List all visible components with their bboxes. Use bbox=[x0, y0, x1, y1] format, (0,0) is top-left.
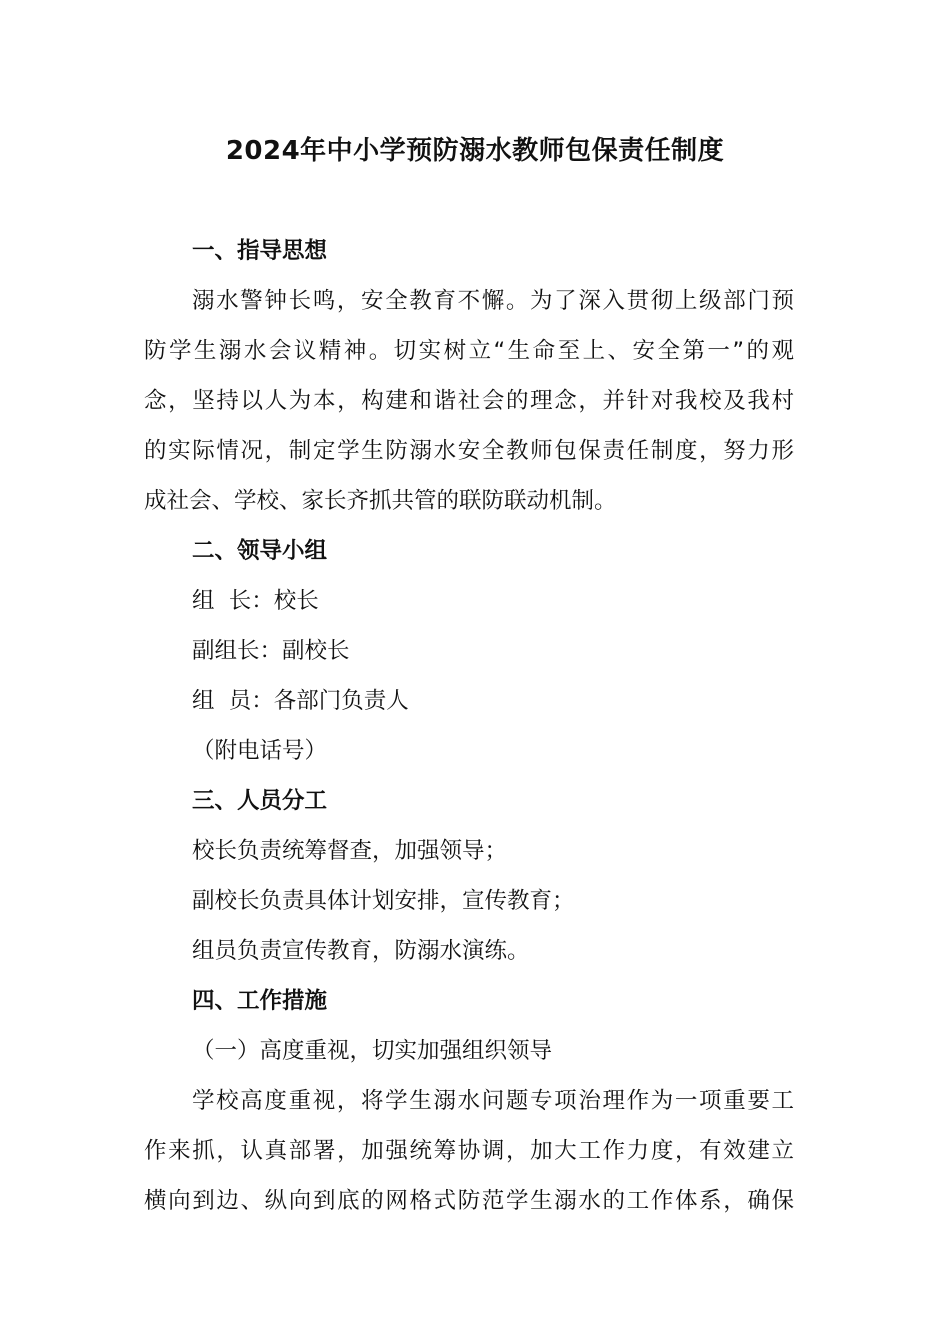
deputy-leader-line: 副组长：副校长 bbox=[192, 638, 350, 664]
duty-line: 校长负责统筹督查，加强领导； bbox=[192, 838, 508, 864]
paragraph-line: 溺水警钟长鸣，安全教育不懈。为了深入贯彻上级部门预 bbox=[192, 288, 794, 314]
group-leader-line: 组 长：校长 bbox=[192, 588, 319, 614]
paragraph-line: 横向到边、纵向到底的网格式防范学生溺水的工作体系，确保 bbox=[144, 1188, 794, 1214]
phone-note-line: （附电话号） bbox=[192, 738, 328, 764]
paragraph-line: 作来抓，认真部署，加强统筹协调，加大工作力度，有效建立 bbox=[144, 1138, 794, 1164]
duty-line: 组员负责宣传教育，防溺水演练。 bbox=[192, 938, 530, 964]
document-title: 2024年中小学预防溺水教师包保责任制度 bbox=[225, 136, 725, 166]
paragraph-line: 念，坚持以人为本，构建和谐社会的理念，并针对我校及我村 bbox=[144, 388, 794, 414]
section-heading-division-of-labor: 三、人员分工 bbox=[192, 788, 328, 814]
section-heading-guiding-thought: 一、指导思想 bbox=[192, 238, 328, 264]
paragraph-line: 学校高度重视，将学生溺水问题专项治理作为一项重要工 bbox=[192, 1088, 794, 1114]
section-heading-leadership-group: 二、领导小组 bbox=[192, 538, 328, 564]
section-heading-work-measures: 四、工作措施 bbox=[192, 988, 328, 1014]
subsection-heading: （一）高度重视，切实加强组织领导 bbox=[192, 1038, 553, 1064]
paragraph-line: 的实际情况，制定学生防溺水安全教师包保责任制度，努力形 bbox=[144, 438, 794, 464]
paragraph-line: 防学生溺水会议精神。切实树立“生命至上、安全第一”的观 bbox=[144, 338, 794, 364]
group-members-line: 组 员：各部门负责人 bbox=[192, 688, 409, 714]
paragraph-line: 成社会、学校、家长齐抓共管的联防联动机制。 bbox=[144, 488, 617, 514]
duty-line: 副校长负责具体计划安排，宣传教育； bbox=[192, 888, 575, 914]
